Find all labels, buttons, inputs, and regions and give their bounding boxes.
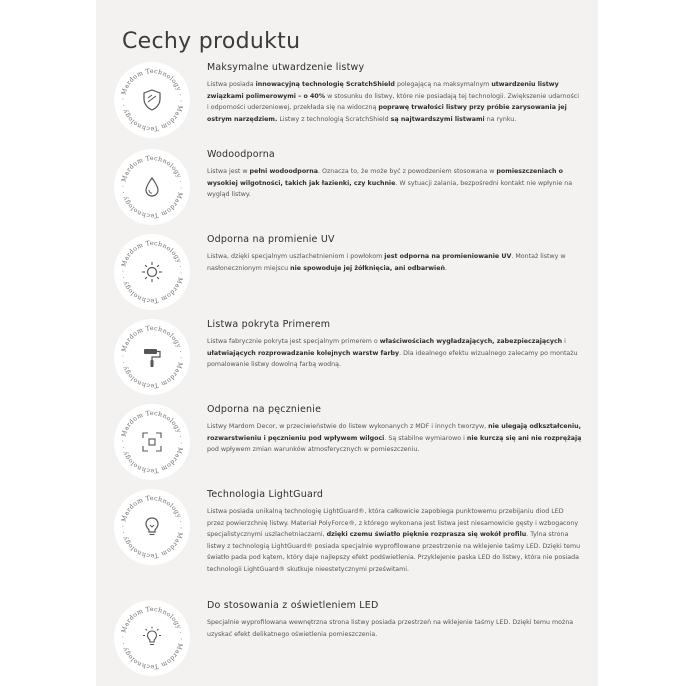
paint-roller-icon — [139, 344, 165, 370]
technology-badge — [114, 234, 190, 310]
description-highlight: utwardzeniu listwy związkami polimerowymi – o 40% — [207, 81, 559, 100]
description-highlight: pełni wodoodporna — [249, 168, 318, 175]
badge-ring-text: · Mardom Technology · — [120, 271, 185, 305]
technology-badge — [114, 600, 190, 676]
description-text: Listwa posiada — [207, 81, 256, 88]
description-highlight: dzięki czemu światło pięknie rozprasza się wokół profilu — [326, 531, 527, 539]
description-text: Listwa jest w — [207, 168, 250, 175]
description-highlight: są najtwardszymi listwami — [390, 115, 485, 123]
feature-title: Odporna na promienie UV — [207, 234, 335, 245]
description-highlight: innowacyjną technologię ScratchShield — [255, 81, 395, 88]
badge-ring-text: · Mardom Technology · — [120, 637, 185, 671]
description-highlight: nie spowoduje jej żółknięcia, ani odbarwień — [290, 264, 445, 272]
description-text: . Są stabilne wymiarowo i — [384, 434, 467, 442]
description-highlight: nie kurczą się ani nie rozprężają — [466, 434, 582, 442]
feature-text — [207, 149, 582, 201]
description-text: . Dla idealnego efektu wizualnego zalecamy po montażu pomalowanie listwy dowolną farbą wodną. — [207, 349, 578, 369]
sun-icon — [139, 259, 165, 285]
technology-badge — [114, 62, 190, 138]
badge-ring-text: · Mardom Technology · — [120, 441, 185, 475]
shield-icon — [139, 87, 165, 113]
feature-text — [207, 489, 582, 576]
description-highlight: pomieszczeniach o wysokiej wilgotności, takich jak łazienki, czy kuchnie — [207, 168, 563, 187]
badge-ring-text: · Mardom Technology · — [119, 409, 184, 443]
feature-text — [207, 600, 582, 640]
feature-description — [207, 617, 582, 640]
feature-title: Maksymalne utwardzenie listwy — [207, 62, 365, 73]
badge-ring-text: · Mardom Technology · — [120, 186, 185, 220]
description-highlight: ułatwiających rozprowadzanie kolejnych warstw farby — [207, 349, 400, 357]
feature-title: Do stosowania z oświetleniem LED — [207, 600, 379, 611]
feature-description — [207, 251, 582, 274]
description-text: . Montaż listwy w nasłonecznionym miejscu — [207, 253, 566, 272]
feature-description — [207, 79, 582, 125]
page-title: Cechy produktu — [122, 28, 301, 54]
description-highlight: poprawę trwałości listwy przy próbie zarysowania jej ostrym narzędziem. — [207, 104, 567, 123]
badge-ring-text: · Mardom Technology · — [119, 494, 184, 528]
feature-text — [207, 62, 582, 125]
description-text: Listwy Mardom Decor, w przeciwieństwie do listew wykonanych z MDF i innych tworzyw, — [207, 423, 489, 430]
badge-ring-text: · Mardom Technology · — [120, 99, 185, 133]
description-text: na rynku. — [484, 115, 517, 123]
description-text: i — [562, 338, 566, 345]
feature-title: Odporna na pęcznienie — [207, 404, 322, 415]
bulb-icon — [139, 514, 165, 540]
led-light-icon — [139, 625, 165, 651]
badge-ring-text: · Mardom Technology · — [119, 154, 184, 188]
description-text: w stosunku do listwy, które nie posiadają tej technologii. Zwiększenie udarności i odporności uderzeniowej, przekłada się na widoczną — [207, 92, 579, 112]
feature-description — [207, 506, 582, 576]
description-text: Listwa fabrycznie pokryta jest specjalnym primerem o — [207, 338, 380, 345]
badge-ring-text: · Mardom Technology · — [119, 324, 184, 358]
feature-title: Listwa pokryta Primerem — [207, 319, 331, 330]
technology-badge — [114, 489, 190, 565]
description-text: pod wpływem zmian warunków atmosferycznych w pomieszczeniu. — [207, 446, 420, 454]
feature-text — [207, 234, 582, 274]
feature-title: Wodoodporna — [207, 149, 275, 160]
feature-text — [207, 404, 582, 456]
description-highlight: właściwościach wygładzających, zabezpieczających — [379, 338, 563, 345]
description-highlight: nie ulegają odkształceniu, rozwarstwieniu i pęcznieniu pod wpływem wilgoci — [207, 423, 582, 442]
expand-arrows-icon — [139, 429, 165, 455]
description-highlight: jest odporna na promieniowanie UV — [384, 253, 512, 260]
description-text: Listwa, dzięki specjalnym uszlachetnieniom i powłokom — [207, 253, 385, 260]
feature-description — [207, 166, 582, 201]
description-text: Specjalnie wyprofilowana wewnętrzna strona listwy posiada przestrzeń na wklejenie taśmy LED. Dzięki temu można uzyskać efekt delikatnego oświetlenia pomieszczenia. — [207, 619, 574, 638]
description-text: . Oznacza to, że może być z powodzeniem stosowana w — [317, 168, 497, 175]
description-text: . W sytuacji zalania, bezpośredni kontakt nie wpłynie na wygląd listwy. — [207, 179, 573, 199]
technology-badge — [114, 149, 190, 225]
description-text: polegającą na maksymalnym — [394, 81, 492, 88]
technology-badge — [114, 404, 190, 480]
technology-badge — [114, 319, 190, 395]
feature-description — [207, 336, 582, 371]
description-text: . — [444, 264, 447, 272]
feature-description — [207, 421, 582, 456]
badge-ring-text: · Mardom Technology · — [120, 526, 185, 560]
description-text: Listwy z technologią ScratchShield — [277, 115, 391, 123]
feature-text — [207, 319, 582, 371]
badge-ring-text: · Mardom Technology · — [120, 356, 185, 390]
description-text: . Tylna strona listwy z technologią LightGuard® posiada specjalnie wyprofilowane przestrzenie na wklejenie taśmy LED. Dzięki temu światło pada pod kątem, który daje najlepszy efekt podświetlenia. Przyklejenie paska LED do listwy, która nie posiada technologii LightGuard® skutkuje nieestetycznymi prześwitami. — [207, 531, 581, 573]
feature-title: Technologia LightGuard — [207, 489, 324, 500]
badge-ring-text: · Mardom Technology · — [119, 67, 184, 101]
description-text: Listwa posiada unikalną technologię LightGuard®, która całkowicie zapobiega punktowemu przebijaniu diod LED przez powierzchnię listwy. Materiał PolyForce®, z którego wykonana jest listwa jest niesamowicie gęsty i wzbogacony specjalistycznymi uszlachetniaczami, — [207, 508, 579, 539]
badge-ring-text: · Mardom Technology · — [119, 239, 184, 273]
water-drop-icon — [139, 174, 165, 200]
badge-ring-text: · Mardom Technology · — [119, 605, 184, 639]
